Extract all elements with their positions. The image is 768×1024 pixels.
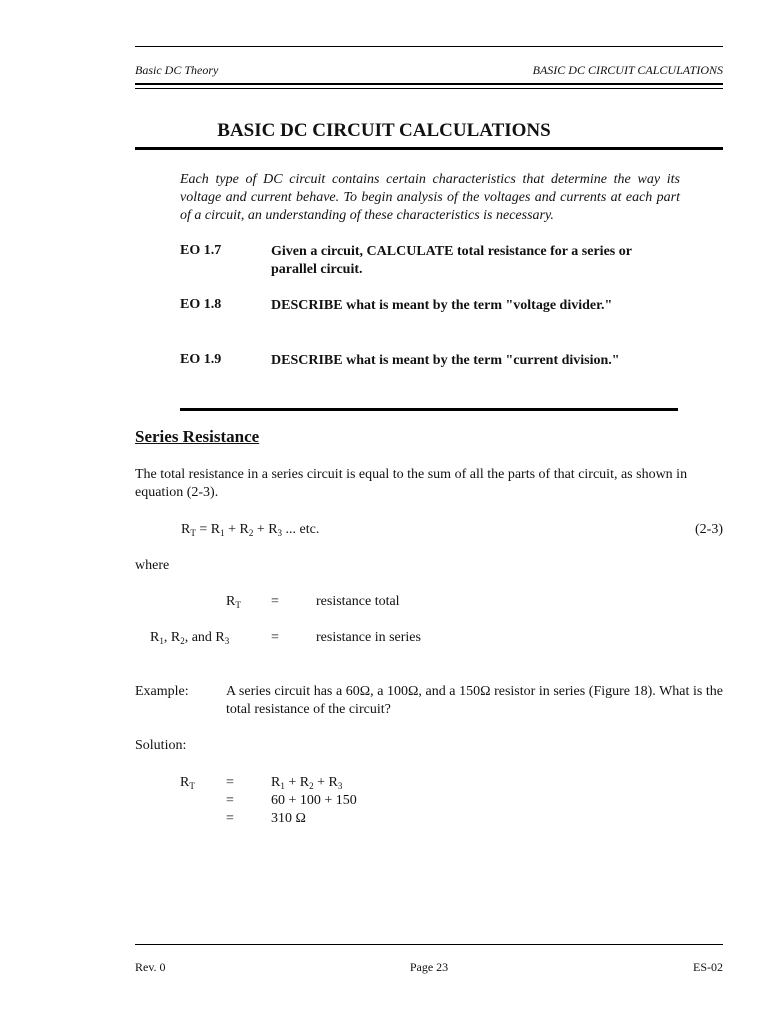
definition-meaning: resistance in series (316, 630, 421, 645)
header-double-rule-bottom (135, 88, 723, 89)
solution-equals: = (226, 793, 234, 808)
solution-equals: = (226, 775, 234, 790)
footer-document-id: ES-02 (693, 960, 723, 974)
intro-paragraph: Each type of DC circuit contains certain characteristics that determine the way its voltage and current behave. To begin analysis of the voltages and currents at each part of a circuit, an understanding of these characteristics is necessary. (180, 172, 680, 223)
and-word: and (191, 630, 212, 645)
section-paragraph: The total resistance in a series circuit is equal to the sum of all the parts of that circuit, as shown in equation (2-3). (135, 467, 688, 500)
where-label: where (135, 558, 170, 573)
header-left-text: Basic DC Theory (135, 63, 219, 77)
objective-text: DESCRIBE what is meant by the term "current division." (271, 353, 620, 368)
page-title: BASIC DC CIRCUIT CALCULATIONS (217, 120, 551, 141)
solution-symbol-rt: $R_T$ (180, 775, 195, 791)
definition-equals: = (271, 594, 279, 609)
footer-rule (135, 944, 723, 945)
objective-number: EO 1.7 (180, 243, 222, 258)
footer-page-number: Page 23 (409, 960, 449, 974)
objective-text: Given a circuit, CALCULATE total resistance for a series or parallel circuit. (271, 244, 632, 277)
solution-equals: = (226, 811, 234, 826)
header-right-text: BASIC DC CIRCUIT CALCULATIONS (532, 63, 723, 77)
header-double-rule-top (135, 83, 723, 85)
equation-number: (2-3) (695, 522, 723, 537)
section-heading: Series Resistance (135, 427, 260, 446)
title-rule (135, 147, 723, 150)
definition-symbol-rt: $R_T$ (226, 594, 241, 610)
equation-2-3: $R_T = R_1 + R_2 + R_3$ ... etc. (181, 522, 320, 538)
solution-step: 60 + 100 + 150 (271, 793, 357, 808)
objectives-rule (180, 408, 678, 411)
solution-step: 310 Ω (271, 811, 306, 826)
definition-symbol-r123: $R_1$, $R_2$, and $R_3$ (150, 630, 230, 646)
solution-label: Solution: (135, 738, 187, 753)
solution-step: $R_1 + R_2 + R_3$ (271, 775, 343, 791)
equation-suffix: ... etc. (285, 522, 320, 537)
objective-text: DESCRIBE what is meant by the term "voltage divider." (271, 298, 613, 313)
example-label: Example: (135, 684, 189, 699)
definition-equals: = (271, 630, 279, 645)
header-top-rule (135, 46, 723, 47)
example-text: A series circuit has a 60Ω, a 100Ω, and a 150Ω resistor in series (Figure 18). What is the total resistance of the circuit? (226, 684, 723, 717)
definition-meaning: resistance total (316, 594, 400, 609)
objective-number: EO 1.8 (180, 297, 222, 312)
objective-number: EO 1.9 (180, 352, 222, 367)
footer-revision: Rev. 0 (135, 960, 166, 974)
